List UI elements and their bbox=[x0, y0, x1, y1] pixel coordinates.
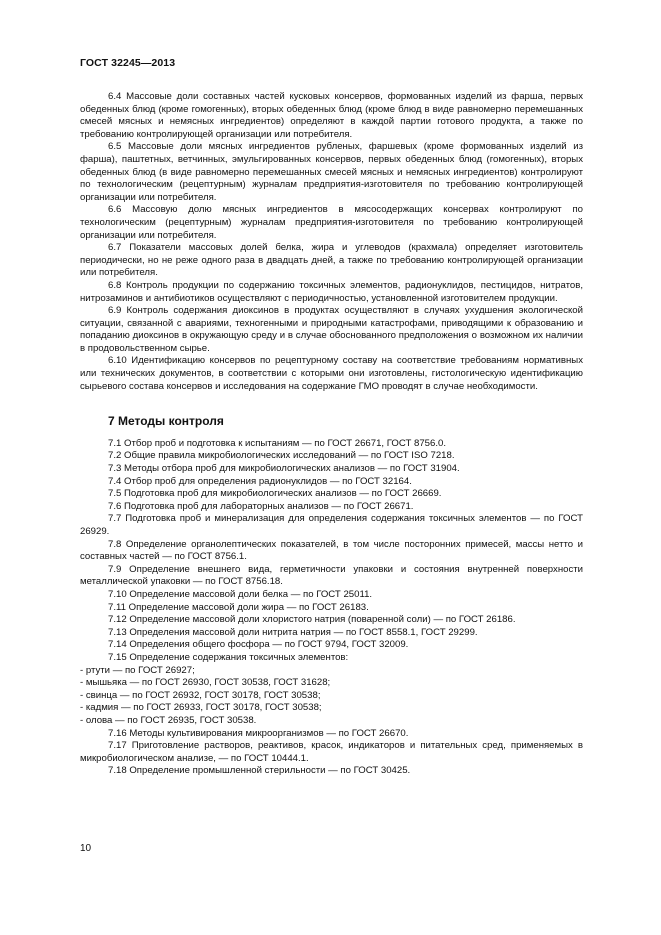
list-item: 7.5 Подготовка проб для микробиологических анализов — по ГОСТ 26669. bbox=[108, 488, 442, 500]
list-item: 7.10 Определение массовой доли белка — по ГОСТ 25011. bbox=[108, 588, 373, 600]
list-item: 7.1 Отбор проб и подготовка к испытаниям — по ГОСТ 26671, ГОСТ 8756.0. bbox=[108, 437, 447, 449]
paragraph-6-8: 6.8 Контроль продукции по содержанию токсичных элементов, радионуклидов, пестицидов, нитратов, нитрозаминов и антибиотиков осуществляют с периодичностью, установленной изготовителем продукции. bbox=[80, 279, 583, 304]
list-item: 7.13 Определения массовой доли нитрита натрия — по ГОСТ 8558.1, ГОСТ 29299. bbox=[108, 626, 478, 638]
list-item: 7.17 Приготовление растворов, реактивов, красок, индикаторов и питательных сред, применяемых в микробиологическом анализе, — по ГОСТ 10444.1. bbox=[80, 740, 583, 764]
list-item: 7.12 Определение массовой доли хлористого натрия (поваренной соли) — по ГОСТ 26186. bbox=[108, 614, 516, 626]
toxic-element-item: - мышьяка — по ГОСТ 26930, ГОСТ 30538, ГОСТ 31628; bbox=[80, 677, 331, 689]
methods-list bbox=[80, 438, 583, 778]
list-item: 7.4 Отбор проб для определения радионуклидов — по ГОСТ 32164. bbox=[108, 475, 412, 487]
list-item: 7.11 Определение массовой доли жира — по ГОСТ 26183. bbox=[108, 601, 369, 613]
paragraph-6-9: 6.9 Контроль содержания диоксинов в продуктах осуществляют в случаях ухудшения экологической ситуации, связанной с авариями, техногенными и природными катастрофами, приводящими к образованию и попаданию диоксинов в окружающую среду и в случае обоснованного предположения о возможном их наличии в продовольственном сырье. bbox=[80, 305, 583, 354]
section-title: 7 Методы контроля bbox=[108, 414, 224, 429]
paragraph-6-5: 6.5 Массовые доли мясных ингредиентов рубленых, фаршевых (кроме формованных изделий из фарша), паштетных, ветчинных, эмульгированных консервов, первых обеденных блюд (гомогенных), вторых обеденных блюд (в виде равномерно перемешанных смесей мясных и немясных ингредиентов) контролируют по технологическим (рецептурным) журналам предприятия-изготовителя по требованию контролирующей организации или потребителя. bbox=[80, 141, 583, 203]
toxic-element-item: - свинца — по ГОСТ 26932, ГОСТ 30178, ГОСТ 30538; bbox=[80, 689, 321, 701]
page-number: 10 bbox=[80, 843, 92, 854]
list-item: 7.2 Общие правила микробиологических исследований — по ГОСТ ISO 7218. bbox=[108, 450, 455, 462]
paragraph-6-4: 6.4 Массовые доли составных частей кусковых консервов, формованных изделий из фарша, первых обеденных блюд (кроме гомогенных), вторых обеденных блюд (кроме блюд в виде равномерно перемешанных смесей мясных и немясных ингредиентов) определяют в каждой партии готового продукта, а также по требованию контролирующей организации или потребителя. bbox=[80, 91, 583, 140]
paragraph-6-10: 6.10 Идентификацию консервов по рецептурному составу на соответствие требованиям нормативных или технических документов, в соответствии с которыми они изготовлены, гистологическую идентификацию сырьевого состава консервов и исследования на содержание ГМО проводят в случае необходимости. bbox=[80, 355, 583, 392]
list-item: 7.18 Определение промышленной стерильности — по ГОСТ 30425. bbox=[108, 765, 411, 777]
list-item: 7.9 Определение внешнего вида, герметичности упаковки и состояния внутренней поверхности металлической упаковки — по ГОСТ 8756.18. bbox=[80, 563, 583, 588]
list-item: 7.3 Методы отбора проб для микробиологических анализов — по ГОСТ 31904. bbox=[108, 463, 460, 475]
toxic-element-item: - кадмия — по ГОСТ 26933, ГОСТ 30178, ГОСТ 30538; bbox=[80, 702, 322, 714]
document-body bbox=[80, 91, 583, 778]
list-item: 7.8 Определение органолептических показателей, в том числе посторонних примесей, массы нетто и составных частей — по ГОСТ 8756.1. bbox=[80, 538, 583, 563]
list-item: 7.15 Определение содержания токсичных элементов: bbox=[108, 651, 349, 663]
paragraph-6-7: 6.7 Показатели массовых долей белка, жира и углеводов (крахмала) определяет изготовитель периодически, но не реже одного раза в двадцать дней, а также по требованию контролирующей организации или потребителя. bbox=[80, 242, 583, 279]
toxic-element-item: - олова — по ГОСТ 26935, ГОСТ 30538. bbox=[80, 714, 257, 726]
paragraph-6-6: 6.6 Массовую долю мясных ингредиентов в мясосодержащих консервах контролируют по технологическим (рецептурным) журналам предприятия-изготовителя по требованию контролирующей организации или потребителя. bbox=[80, 204, 583, 241]
list-item: 7.14 Определения общего фосфора — по ГОСТ 9794, ГОСТ 32009. bbox=[108, 639, 409, 651]
document-header: ГОСТ 32245—2013 bbox=[80, 57, 176, 69]
list-item: 7.7 Подготовка проб и минерализация для определения содержания токсичных элементов — по ГОСТ 26929. bbox=[80, 513, 583, 537]
toxic-element-item: - ртути — по ГОСТ 26927; bbox=[80, 664, 195, 676]
list-item: 7.16 Методы культивирования микроорганизмов — по ГОСТ 26670. bbox=[108, 727, 409, 739]
list-item: 7.6 Подготовка проб для лабораторных анализов — по ГОСТ 26671. bbox=[108, 500, 414, 512]
